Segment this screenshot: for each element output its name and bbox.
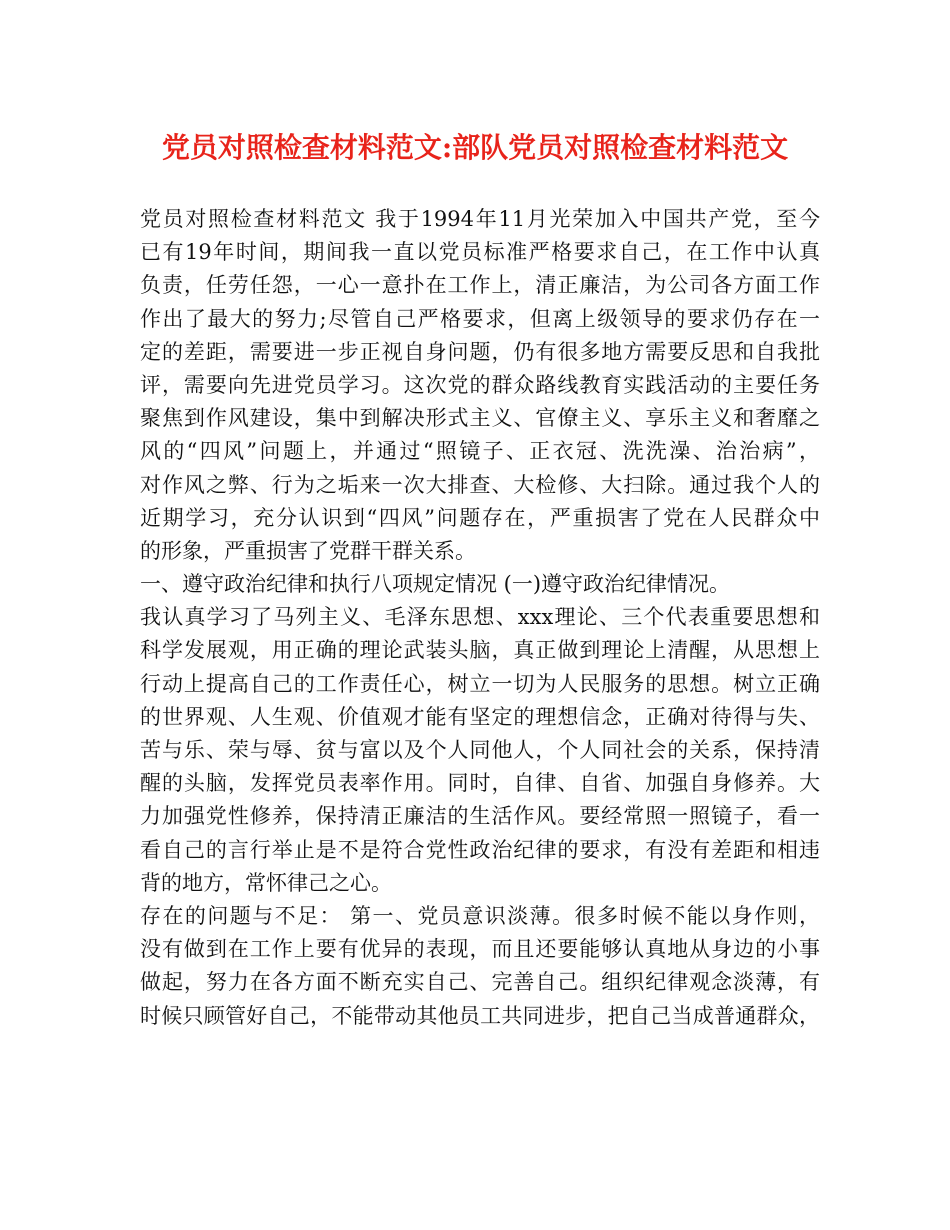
paragraph-line: 看自己的言行举止是不是符合党性政治纪律的要求，有没有差距和相违 [140,837,820,862]
document-title: 党员对照检查材料范文:部队党员对照检查材料范文 [161,131,789,164]
section-heading: 一、遵守政治纪律和执行八项规定情况 (一)遵守政治纪律情况。 [140,572,731,597]
paragraph-line: 的形象，严重损害了党群干群关系。 [140,538,476,563]
paragraph-line: 定的差距，需要进一步正视自身问题，仍有很多地方需要反思和自我批 [140,339,820,364]
paragraph-line: 力加强党性修养，保持清正廉洁的生活作风。要经常照一照镜子，看一 [140,804,820,829]
paragraph-line: 评，需要向先进党员学习。这次党的群众路线教育实践活动的主要任务 [140,372,820,397]
paragraph-line: 存在的问题与不足： 第一、党员意识淡薄。很多时候不能以身作则， [140,903,820,928]
paragraph-line: 科学发展观，用正确的理论武装头脑，真正做到理论上清醒，从思想上 [140,638,820,663]
document-body [140,203,820,1033]
paragraph-line: 聚焦到作风建设，集中到解决形式主义、官僚主义、享乐主义和奢靡之 [140,406,820,431]
paragraph-line: 风的“四风”问题上，并通过“照镜子、正衣冠、洗洗澡、治治病”， [140,439,820,464]
paragraph-line: 没有做到在工作上要有优异的表现，而且还要能够认真地从身边的小事 [140,937,820,962]
paragraph-line: 的世界观、人生观、价值观才能有坚定的理想信念，正确对待得与失、 [140,704,820,729]
paragraph-line: 做起，努力在各方面不断充实自己、完善自己。组织纪律观念淡薄，有 [140,970,820,995]
paragraph-line: 作出了最大的努力;尽管自己严格要求，但离上级领导的要求仍存在一 [140,306,820,331]
paragraph-line: 时候只顾管好自己，不能带动其他员工共同进步，把自己当成普通群众， [140,1003,820,1028]
paragraph-line: 背的地方，常怀律己之心。 [140,870,392,895]
paragraph-line: 醒的头脑，发挥党员表率作用。同时，自律、自省、加强自身修养。大 [140,771,820,796]
paragraph-line: 已有19年时间，期间我一直以党员标准严格要求自己，在工作中认真 [140,240,820,265]
paragraph-line: 我认真学习了马列主义、毛泽东思想、xxx理论、三个代表重要思想和 [140,605,820,630]
paragraph-line: 近期学习，充分认识到“四风”问题存在，严重损害了党在人民群众中 [140,505,820,530]
paragraph-line: 行动上提高自己的工作责任心，树立一切为人民服务的思想。树立正确 [140,671,820,696]
paragraph-line: 苦与乐、荣与辱、贫与富以及个人同他人，个人同社会的关系，保持清 [140,738,820,762]
paragraph-line: 对作风之弊、行为之垢来一次大排查、大检修、大扫除。通过我个人的 [140,472,820,497]
paragraph-line: 党员对照检查材料范文 我于1994年11月光荣加入中国共产党，至今 [140,207,820,231]
paragraph-line: 负责，任劳任怨，一心一意扑在工作上，清正廉洁，为公司各方面工作 [140,273,820,298]
